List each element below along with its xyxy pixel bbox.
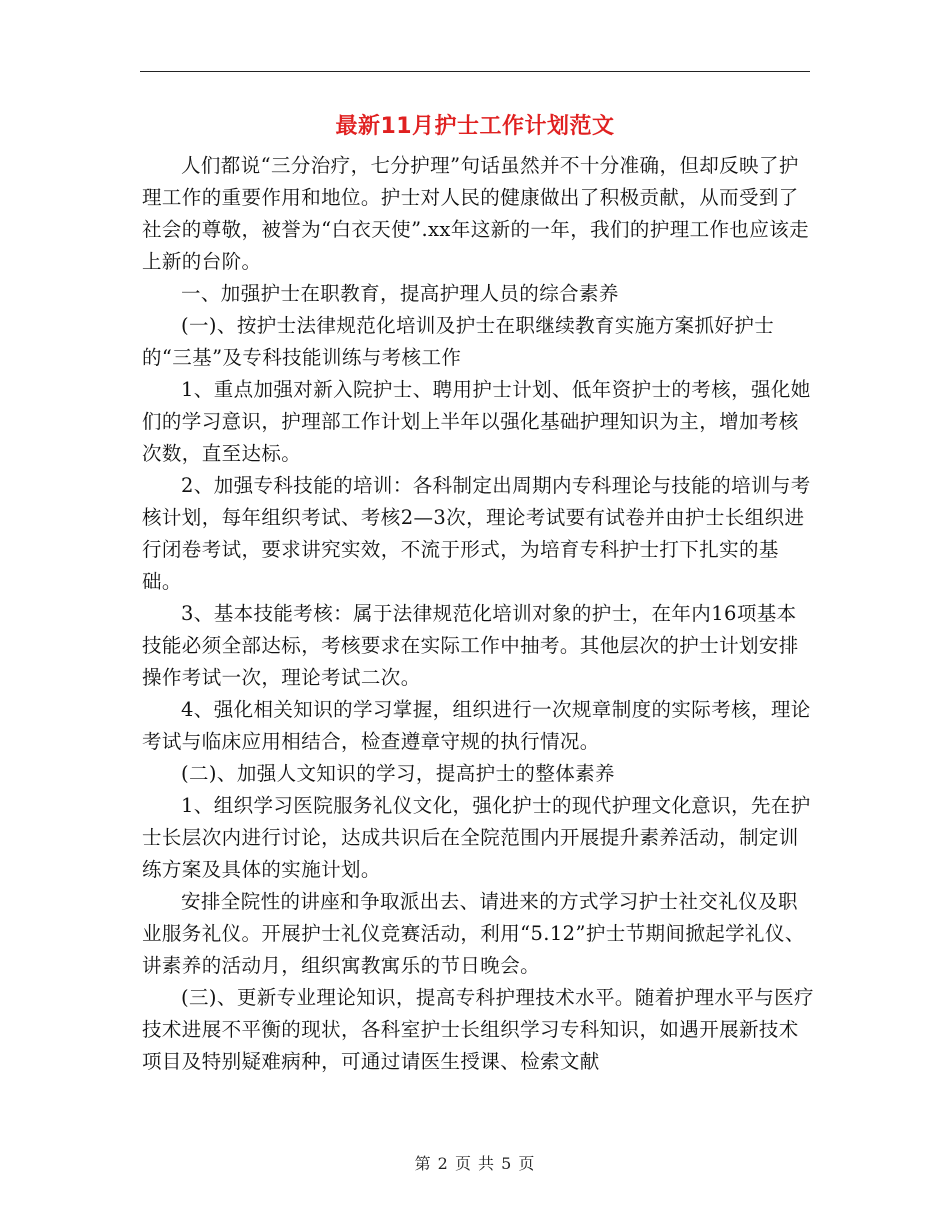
- page-number-footer: 第 2 页 共 5 页: [414, 1154, 536, 1173]
- paragraph-item-1: 1、重点加强对新入院护士、聘用护士计划、低年资护士的考核，强化她们的学习意识，护理部工作计划上半年以强化基础护理知识为主，增加考核次数，直至达标。: [142, 378, 811, 465]
- document-body: [142, 150, 814, 1078]
- subsection-heading-2: (二)、加强人文知识的学习，提高护士的整体素养: [181, 762, 615, 785]
- header-rule: [140, 71, 810, 72]
- paragraph-etiquette: 安排全院性的讲座和争取派出去、请进来的方式学习护士社交礼仪及职业服务礼仪。开展护士礼仪竞赛活动，利用“5.12”护士节期间掀起学礼仪、讲素养的活动月，组织寓教寓乐的节日晚会。: [142, 890, 805, 977]
- paragraph-item-4: 4、强化相关知识的学习掌握，组织进行一次规章制度的实际考核，理论考试与临床应用相结合，检查遵章守规的执行情况。: [142, 698, 811, 753]
- paragraph-intro: 人们都说“三分治疗，七分护理”句话虽然并不十分准确，但却反映了护理工作的重要作用和地位。护士对人民的健康做出了积极贡献，从而受到了社会的尊敬，被誉为“白衣天使”.xx年这新的一年，我们的护理工作也应该走上新的台阶。: [142, 154, 810, 273]
- subsection-heading-1: (一)、按护士法律规范化培训及护士在职继续教育实施方案抓好护士的“三基”及专科技能训练与考核工作: [142, 314, 775, 369]
- subsection-heading-3: (三)、更新专业理论知识，提高专科护理技术水平。随着护理水平与医疗技术进展不平衡的现状，各科室护士长组织学习专科知识，如遇开展新技术项目及特别疑难病种，可通过请医生授课、检索文献: [142, 986, 814, 1073]
- section-heading-1: 一、加强护士在职教育，提高护理人员的综合素养: [181, 282, 619, 305]
- paragraph-item-5: 1、组织学习医院服务礼仪文化，强化护士的现代护理文化意识，先在护士长层次内进行讨论，达成共识后在全院范围内开展提升素养活动，制定训练方案及具体的实施计划。: [142, 794, 811, 881]
- paragraph-item-3: 3、基本技能考核：属于法律规范化培训对象的护士，在年内16项基本技能必须全部达标，考核要求在实际工作中抽考。其他层次的护士计划安排操作考试一次，理论考试二次。: [142, 602, 799, 689]
- document-title: 最新11月护士工作计划范文: [335, 114, 615, 139]
- paragraph-item-2: 2、加强专科技能的培训：各科制定出周期内专科理论与技能的培训与考核计划，每年组织考试、考核2—3次，理论考试要有试卷并由护士长组织进行闭卷考试，要求讲究实效，不流于形式，为培育专科护士打下扎实的基础。: [142, 474, 811, 593]
